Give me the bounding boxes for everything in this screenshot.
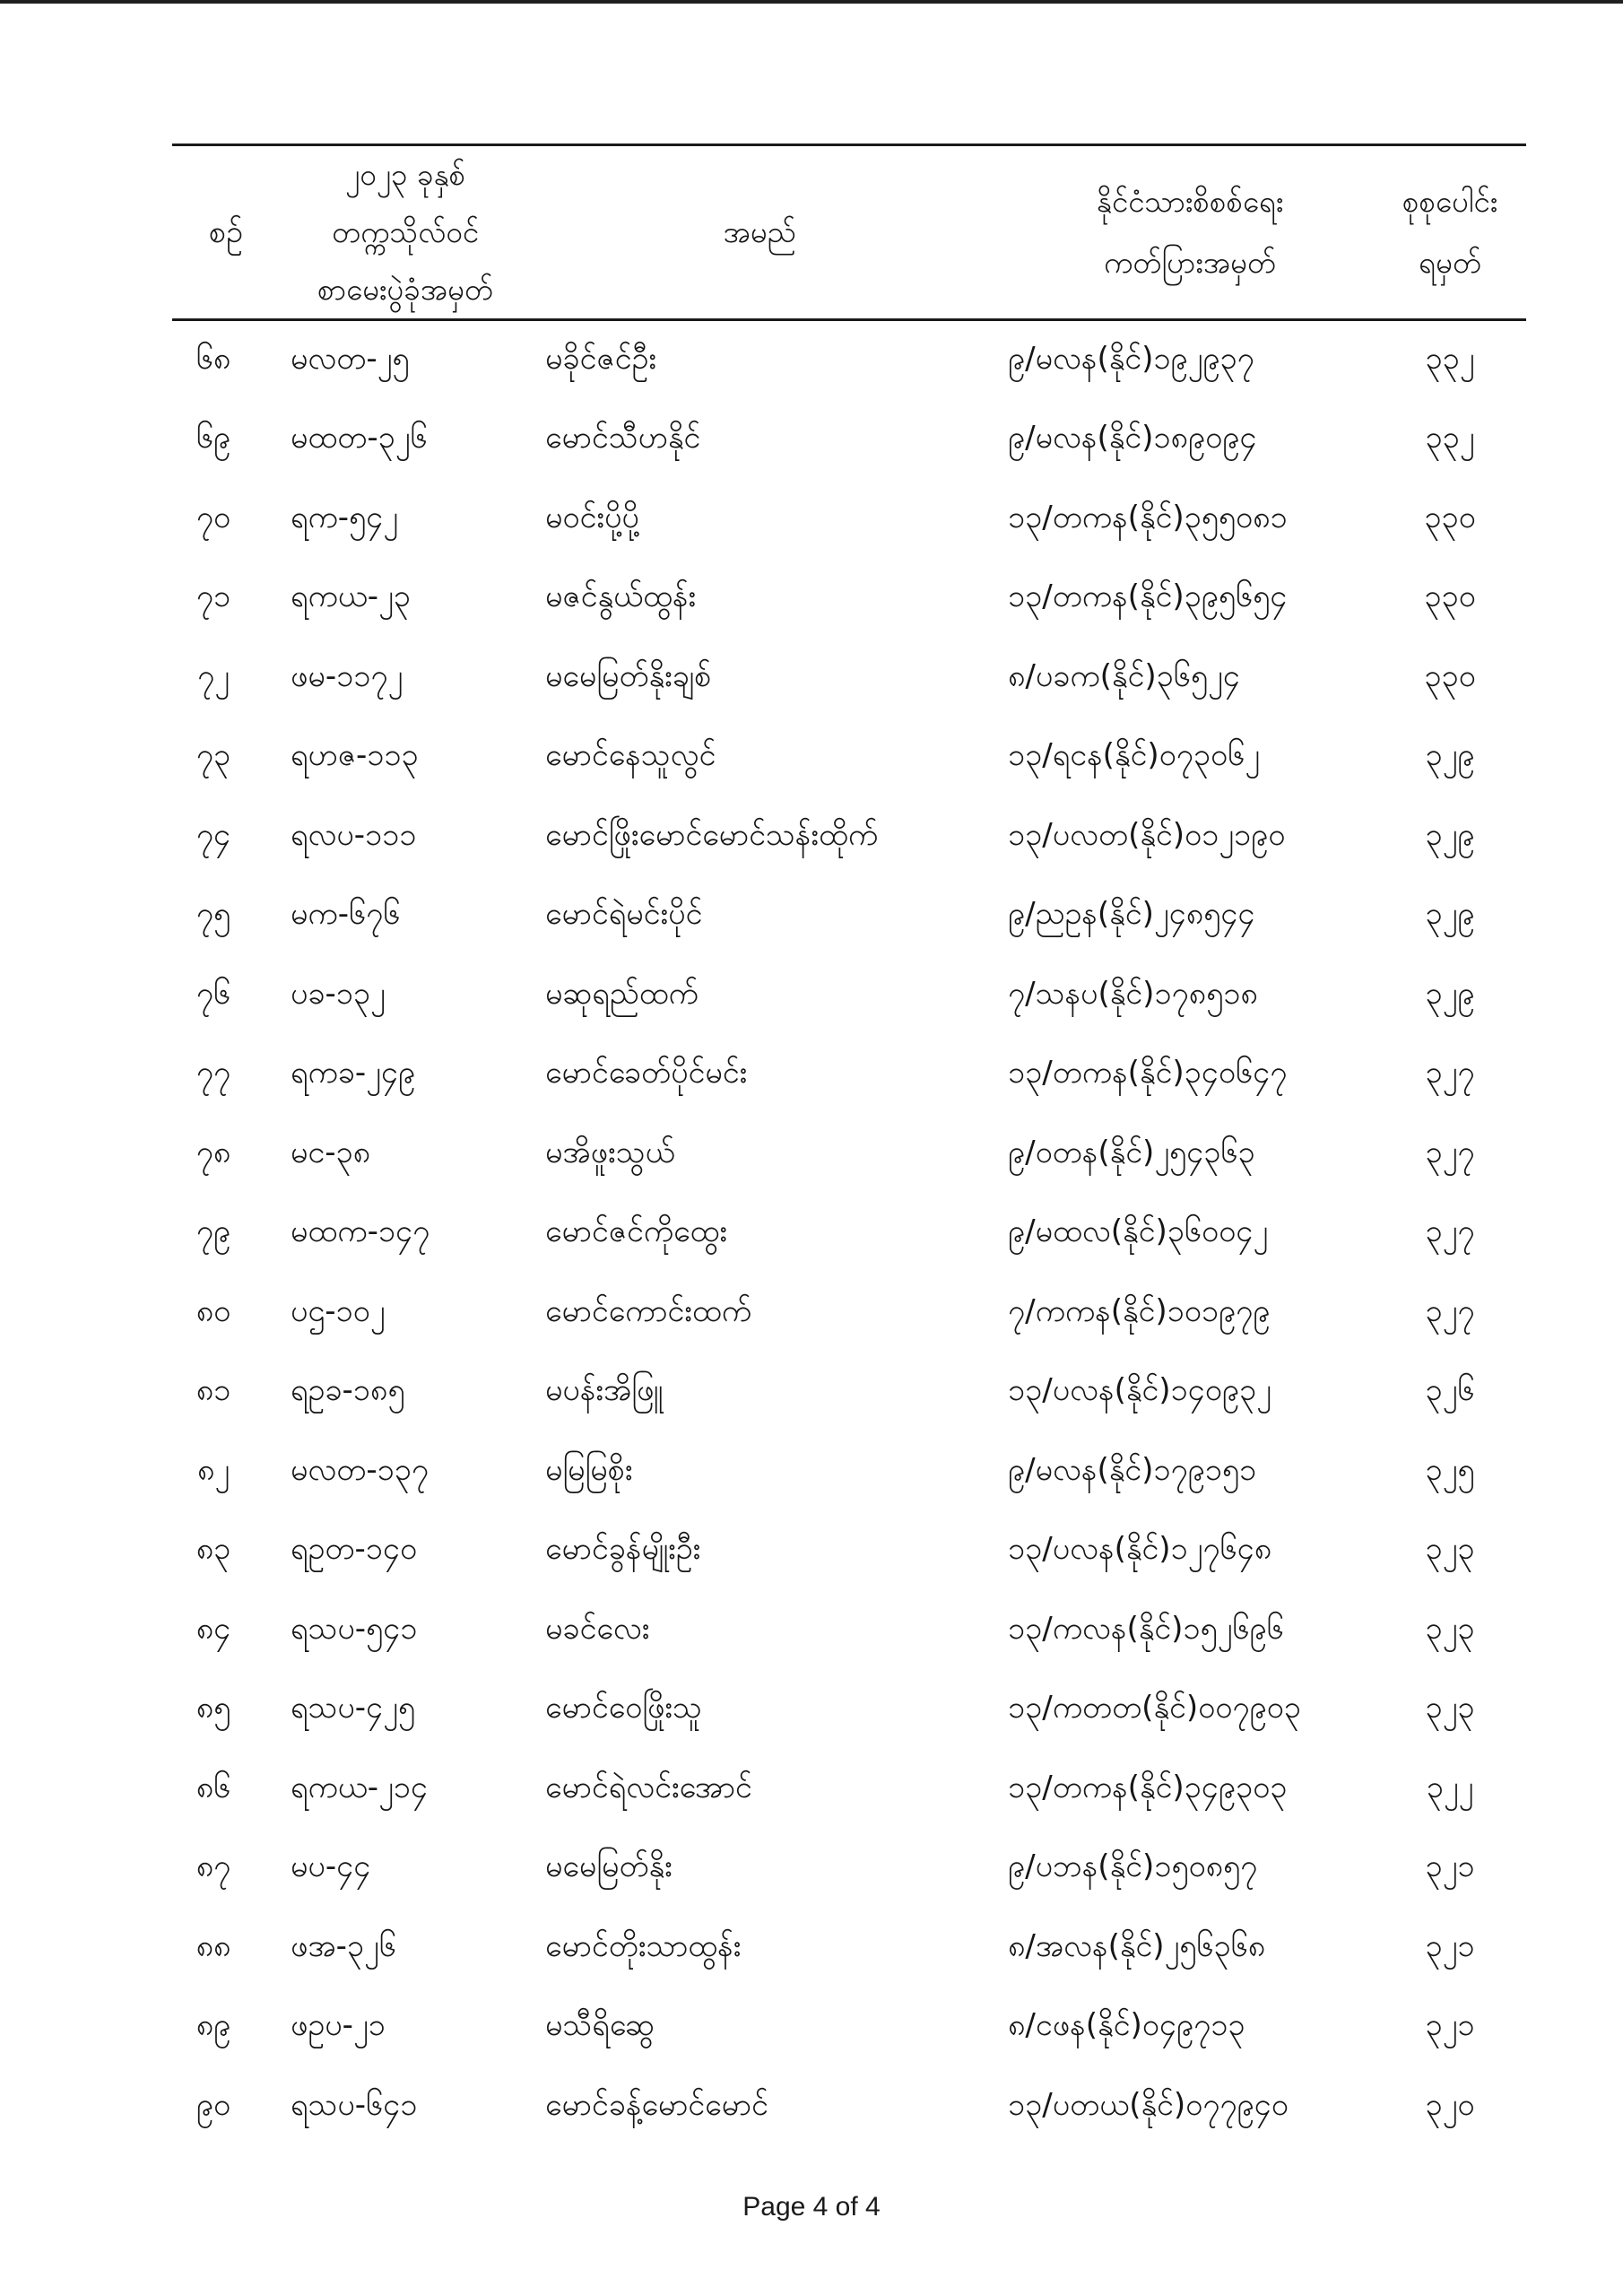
header-roll-line-3: စာမေးပွဲခုံအမှတ် — [317, 272, 493, 307]
cell-nrc: ၁၃/ပလန(နိုင်)၁၄၀၉၃၂ — [1008, 1372, 1271, 1409]
cell-roll-number: ဖဥပ-၂၁ — [291, 2007, 386, 2044]
header-nrc — [988, 145, 1374, 320]
cell-name: မောင်သီဟနိုင် — [545, 420, 701, 457]
cell-name: မောင်တိုးသာထွန်း — [545, 1927, 742, 1964]
table-row — [172, 1671, 1526, 1751]
cell-serial-no: ၈၂ — [196, 1451, 230, 1488]
cell-serial-no: ၇၅ — [195, 896, 231, 933]
cell-roll-number: မင-၃၈ — [291, 1134, 371, 1170]
table-row — [172, 560, 1526, 639]
cell-roll-number: မလတ-၁၃၇ — [291, 1451, 430, 1488]
cell-nrc: ၇/သနပ(နိုင်)၁၇၈၅၁၈ — [1008, 975, 1258, 1012]
cell-name: မအိဖူးသွယ် — [545, 1134, 675, 1170]
table-header — [172, 145, 1526, 320]
cell-nrc: ၈/အလန(နိုင်)၂၅၆၃၆၈ — [1008, 1927, 1266, 1964]
cell-total-marks: ၃၃၀ — [1424, 499, 1476, 535]
cell-nrc: ၁၃/တကန(နိုင်)၃၉၅၆၅၄ — [1008, 578, 1288, 615]
cell-name: မမေမြတ်နိုးချစ် — [545, 657, 712, 694]
cell-serial-no: ၈၄ — [195, 1610, 231, 1647]
header-serial-no-label: စဉ် — [209, 214, 243, 250]
cell-roll-number: ရဥတ-၁၄၀ — [291, 1531, 418, 1568]
cell-roll-number: ရကယ-၂၃ — [291, 578, 411, 615]
cell-serial-no: ၈၈ — [195, 1927, 231, 1964]
cell-nrc: ၈/ပခက(နိုင်)၃၆၅၂၄ — [1008, 657, 1240, 694]
cell-serial-no: ၇၆ — [195, 975, 231, 1012]
cell-total-marks: ၃၃၀ — [1424, 657, 1476, 694]
cell-total-marks: ၃၂၁ — [1425, 1848, 1475, 1885]
table-row — [172, 1591, 1526, 1671]
cell-total-marks: ၃၂၃ — [1425, 1531, 1475, 1568]
cell-roll-number: ရသပ-၄၂၅ — [291, 1690, 416, 1726]
cell-total-marks: ၃၂၇ — [1425, 1134, 1475, 1170]
cell-nrc: ၁၃/တကန(နိုင်)၃၄၀၆၄၇ — [1008, 1055, 1288, 1091]
cell-total-marks: ၃၂၅ — [1425, 1451, 1475, 1488]
table-row — [172, 877, 1526, 957]
cell-nrc: ၁၃/ပလတ(နိုင်)၀၁၂၁၉၀ — [1008, 816, 1286, 853]
header-marks-line-1: စုစုပေါင်း — [1402, 184, 1498, 219]
cell-roll-number: ရလပ-၁၁၁ — [291, 816, 417, 853]
table-row — [172, 1115, 1526, 1195]
cell-serial-no: ၇၉ — [195, 1213, 231, 1250]
table-body — [172, 320, 1526, 2147]
cell-serial-no: ၈၁ — [195, 1372, 231, 1409]
page-number: Page 4 of 4 — [742, 2192, 881, 2222]
cell-roll-number: ဖအ-၃၂၆ — [291, 1927, 396, 1964]
cell-roll-number: ရဥခ-၁၈၅ — [291, 1372, 405, 1409]
header-roll-line-2: တက္ကသိုလ်ဝင် — [331, 214, 480, 249]
cell-serial-no: ၈၆ — [195, 1769, 231, 1805]
cell-total-marks: ၃၂၇ — [1425, 1055, 1475, 1091]
cell-nrc: ၉/မလန(နိုင်)၁၉၂၉၃၇ — [1008, 340, 1254, 377]
cell-nrc: ၁၃/တကန(နိုင်)၃၅၅၀၈၁ — [1008, 499, 1288, 535]
table-row — [172, 1830, 1526, 1909]
cell-roll-number: ရသပ-၆၄၁ — [291, 2086, 418, 2123]
cell-total-marks: ၃၂၁ — [1425, 1927, 1475, 1964]
cell-roll-number: ရသပ-၅၄၁ — [291, 1610, 418, 1647]
cell-serial-no: ၇၄ — [195, 816, 231, 853]
table-row — [172, 1909, 1526, 1988]
cell-name: မောင်နေသူလွင် — [545, 737, 716, 774]
header-row — [172, 145, 1526, 320]
header-roll-number — [280, 145, 531, 320]
table-row — [172, 956, 1526, 1036]
cell-total-marks: ၃၂၃ — [1425, 1610, 1475, 1647]
cell-total-marks: ၃၂၃ — [1425, 1690, 1475, 1726]
cell-name: မခင်လေး — [545, 1610, 650, 1647]
cell-total-marks: ၃၂၇ — [1425, 1213, 1475, 1250]
cell-name: မောင်ဝေဖြိုးသူ — [545, 1690, 702, 1726]
table-row — [172, 639, 1526, 718]
cell-serial-no: ၇၀ — [195, 499, 231, 535]
table-row — [172, 718, 1526, 798]
table-row — [172, 1432, 1526, 1512]
table-row — [172, 1988, 1526, 2068]
cell-name: မသီရိဆွေ — [545, 2007, 655, 2044]
header-marks-line-2: ရမှတ် — [1419, 245, 1481, 280]
cell-name: မမြမြစိုး — [545, 1451, 633, 1488]
results-table — [172, 144, 1526, 2147]
cell-serial-no: ၈၃ — [195, 1531, 231, 1568]
cell-name: မောင်ရဲမင်းပိုင် — [545, 896, 703, 933]
table-row — [172, 1036, 1526, 1116]
cell-total-marks: ၃၂၇ — [1425, 1292, 1475, 1329]
header-total-marks — [1374, 145, 1526, 320]
cell-nrc: ၇/ကကန(နိုင်)၁၀၁၉၇၉ — [1008, 1292, 1271, 1329]
cell-name: မပန်းအိဖြူ — [545, 1372, 664, 1409]
cell-roll-number: ပဌ-၁၀၂ — [291, 1292, 386, 1329]
cell-roll-number: ရဟဇ-၁၁၃ — [291, 737, 419, 774]
cell-total-marks: ၃၂၀ — [1425, 2086, 1475, 2123]
cell-serial-no: ၇၁ — [195, 578, 231, 615]
table-row — [172, 1353, 1526, 1433]
cell-nrc: ၁၃/တကန(နိုင်)၃၄၉၃၀၃ — [1008, 1769, 1288, 1805]
cell-nrc: ၈/ငဖန(နိုင်)၀၄၉၇၁၃ — [1008, 2007, 1245, 2044]
cell-roll-number: ပခ-၁၃၂ — [291, 975, 386, 1012]
cell-nrc: ၁၃/ကလန(နိုင်)၁၅၂၆၉၆ — [1008, 1610, 1284, 1647]
cell-total-marks: ၃၃၀ — [1424, 578, 1476, 615]
cell-total-marks: ၃၂၂ — [1426, 1769, 1474, 1805]
header-nrc-line-1: နိုင်ငံသားစိစစ်ရေး — [1096, 184, 1284, 219]
cell-roll-number: မလတ-၂၅ — [291, 340, 410, 377]
page-top-edge — [0, 0, 1623, 4]
header-name — [531, 145, 988, 320]
table-row — [172, 401, 1526, 481]
cell-roll-number: မက-၆၇၆ — [291, 896, 401, 933]
cell-roll-number: ရကခ-၂၄၉ — [291, 1055, 416, 1091]
cell-nrc: ၁၃/ကတတ(နိုင်)၀၀၇၉၀၃ — [1008, 1690, 1301, 1726]
cell-name: မဆုရည်ထက် — [545, 975, 699, 1012]
table-row — [172, 1195, 1526, 1274]
cell-serial-no: ၈၅ — [195, 1690, 231, 1726]
cell-name: မဇင်နွယ်ထွန်း — [545, 578, 697, 615]
cell-name: မမေမြတ်နိုး — [545, 1848, 673, 1885]
table-row — [172, 320, 1526, 401]
cell-total-marks: ၃၂၆ — [1425, 1372, 1475, 1409]
cell-serial-no: ၆၈ — [195, 340, 231, 377]
cell-serial-no: ၇၂ — [197, 657, 230, 694]
cell-name: မခိုင်ဇင်ဦး — [545, 340, 656, 377]
cell-serial-no: ၇၈ — [195, 1134, 231, 1170]
cell-name: မဝင်းပို့ပို့ — [545, 499, 639, 535]
cell-name: မောင်ရဲလင်းအောင် — [545, 1769, 752, 1805]
header-name-label: အမည် — [723, 214, 796, 249]
cell-nrc: ၉/မလန(နိုင်)၁၇၉၁၅၁ — [1008, 1451, 1257, 1488]
cell-serial-no: ၈၇ — [195, 1848, 231, 1885]
cell-roll-number: ရကယ-၂၁၄ — [291, 1769, 429, 1805]
cell-nrc: ၁၃/ပလန(နိုင်)၁၂၇၆၄၈ — [1008, 1531, 1272, 1568]
table-row — [172, 1512, 1526, 1592]
table-row — [172, 480, 1526, 560]
cell-nrc: ၉/ပဘန(နိုင်)၁၅၀၈၅၇ — [1008, 1848, 1258, 1885]
cell-total-marks: ၃၂၉ — [1425, 816, 1475, 853]
cell-name: မောင်ခေတ်ပိုင်မင်း — [545, 1055, 748, 1091]
cell-nrc: ၉/ဝတန(နိုင်)၂၅၄၃၆၃ — [1008, 1134, 1255, 1170]
cell-total-marks: ၃၂၉ — [1425, 975, 1475, 1012]
cell-serial-no: ၈၀ — [195, 1292, 231, 1329]
cell-total-marks: ၃၃၂ — [1425, 420, 1475, 457]
cell-serial-no: ၇၇ — [195, 1055, 231, 1091]
cell-total-marks: ၃၂၉ — [1425, 737, 1475, 774]
table-row — [172, 1274, 1526, 1353]
cell-nrc: ၁၃/ရငန(နိုင်)၀၇၃၀၆၂ — [1008, 737, 1260, 774]
header-roll-line-1: ၂၀၂၃ ခုနှစ် — [344, 157, 466, 192]
cell-serial-no: ၈၉ — [195, 2007, 231, 2044]
cell-total-marks: ၃၂၁ — [1425, 2007, 1475, 2044]
cell-roll-number: ရက-၅၄၂ — [291, 499, 399, 535]
cell-total-marks: ၃၂၉ — [1425, 896, 1475, 933]
cell-name: မောင်ကောင်းထက် — [545, 1292, 752, 1329]
cell-name: မောင်ဖြိုးမောင်မောင်သန်းထိုက် — [545, 816, 879, 853]
cell-nrc: ၉/မလန(နိုင်)၁၈၉၀၉၄ — [1008, 420, 1257, 457]
header-nrc-line-2: ကတ်ပြားအမှတ် — [1103, 245, 1276, 280]
cell-roll-number: မပ-၄၄ — [291, 1848, 371, 1885]
cell-roll-number: မထက-၁၄၇ — [291, 1213, 430, 1250]
cell-serial-no: ၉၀ — [195, 2086, 231, 2123]
cell-nrc: ၉/ညဥန(နိုင်)၂၄၈၅၄၄ — [1008, 896, 1255, 933]
cell-name: မောင်ဇင်ကိုထွေး — [545, 1213, 728, 1250]
cell-serial-no: ၆၉ — [195, 420, 231, 457]
cell-roll-number: ဖမ-၁၁၇၂ — [291, 657, 404, 694]
table-row — [172, 797, 1526, 877]
cell-nrc: ၉/မထလ(နိုင်)၃၆၀၀၄၂ — [1008, 1213, 1269, 1250]
cell-name: မောင်ခန့်မောင်မောင် — [545, 2086, 768, 2123]
cell-roll-number: မထတ-၃၂၆ — [291, 420, 428, 457]
header-serial-no — [172, 145, 280, 320]
cell-serial-no: ၇၃ — [195, 737, 231, 774]
table-row — [172, 1750, 1526, 1830]
table-row — [172, 2067, 1526, 2147]
cell-name: မောင်ခွန်မျိုးဦး — [545, 1531, 701, 1568]
cell-nrc: ၁၃/ပတယ(နိုင်)၀၇၇၉၄၀ — [1008, 2086, 1289, 2123]
cell-total-marks: ၃၃၂ — [1425, 340, 1475, 377]
